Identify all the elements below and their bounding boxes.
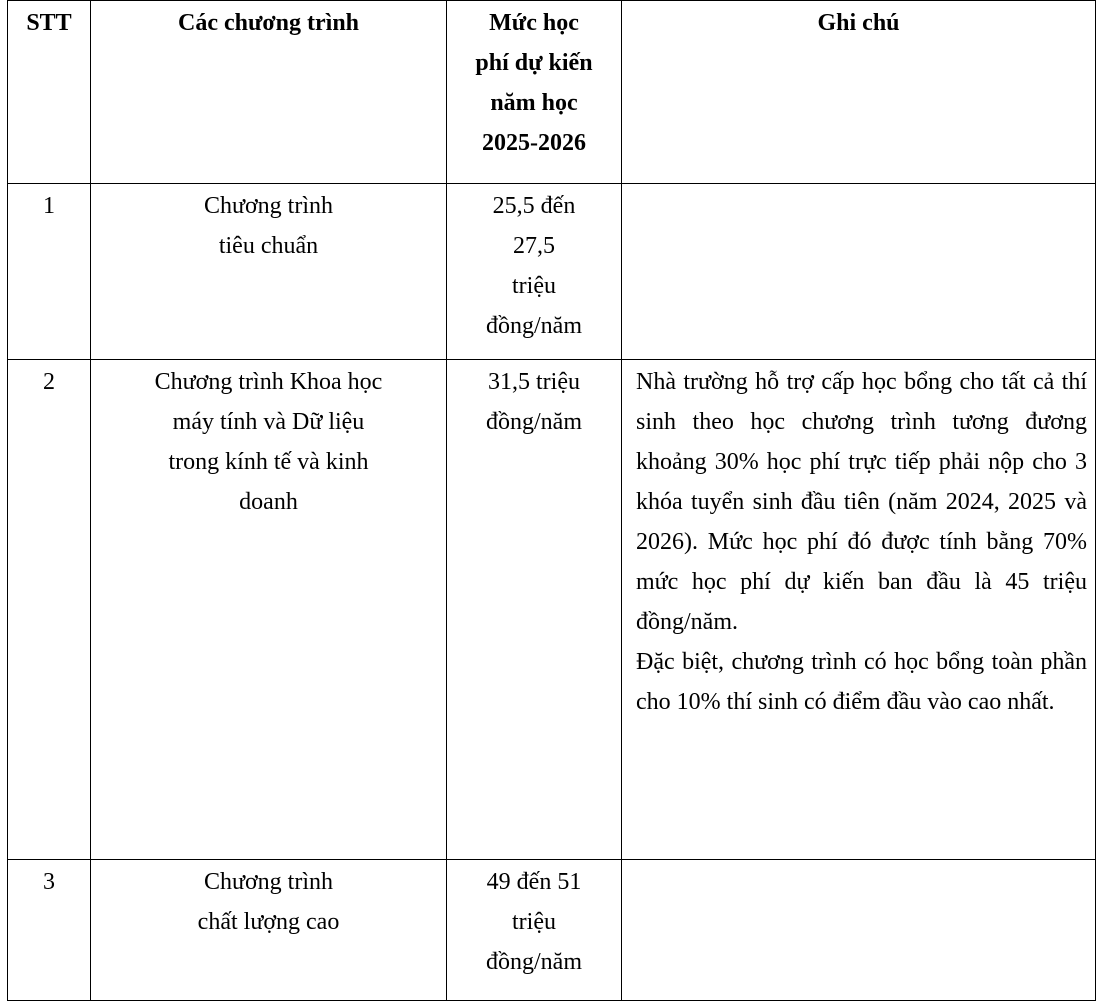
header-fee xyxy=(447,1,622,184)
header-note: Ghi chú xyxy=(622,1,1096,184)
program-line: chất lượng cao xyxy=(197,909,340,935)
row-note xyxy=(622,860,1096,1001)
program-line: Chương trình xyxy=(203,193,334,219)
row-fee xyxy=(447,360,622,860)
row-stt: 3 xyxy=(8,860,91,1001)
fee-line: 27,5 xyxy=(513,233,555,259)
fee-line: đồng/năm xyxy=(486,409,582,435)
fee-line: đồng/năm xyxy=(486,313,582,339)
row-note xyxy=(622,184,1096,360)
header-program: Các chương trình xyxy=(91,1,447,184)
program-line: Chương trình Khoa học xyxy=(154,369,383,395)
tuition-fee-table xyxy=(7,0,1096,1001)
row-stt: 2 xyxy=(8,360,91,860)
table-header-row xyxy=(8,1,1096,184)
table-row xyxy=(8,184,1096,360)
header-fee-line: phí dự kiến xyxy=(475,50,593,76)
header-fee-line: 2025-2026 xyxy=(482,130,586,156)
fee-line: triệu xyxy=(512,273,556,299)
note-paragraph: Nhà trường hỗ trợ cấp học bổng cho tất cả thí sinh theo học chương trình tương đương khoảng 30% học phí trực tiếp phải nộp cho 3 khóa tuyển sinh đầu tiên (năm 2024, 2025 và 2026). Mức học phí đó được tính bằng 70% mức học phí dự kiến ban đầu là 45 triệu đồng/năm. xyxy=(636,369,1087,635)
fee-line: triệu xyxy=(512,909,556,935)
row-program xyxy=(91,360,447,860)
program-line: Chương trình xyxy=(203,869,334,895)
header-fee-line: năm học xyxy=(490,90,578,116)
row-stt: 1 xyxy=(8,184,91,360)
program-line: doanh xyxy=(239,489,298,515)
row-program xyxy=(91,184,447,360)
fee-line: 31,5 triệu xyxy=(488,369,580,395)
fee-line: 49 đến 51 xyxy=(486,869,582,895)
header-stt: STT xyxy=(8,1,91,184)
header-fee-line: Mức học xyxy=(489,10,579,36)
fee-line: 25,5 đến xyxy=(492,193,576,219)
program-line: máy tính và Dữ liệu xyxy=(172,409,365,435)
program-line: tiêu chuẩn xyxy=(218,233,319,259)
fee-line: đồng/năm xyxy=(486,949,582,975)
note-paragraph: Đặc biệt, chương trình có học bổng toàn phần cho 10% thí sinh có điểm đầu vào cao nhất. xyxy=(636,649,1087,715)
row-note xyxy=(622,360,1096,860)
row-fee xyxy=(447,860,622,1001)
table-row xyxy=(8,860,1096,1001)
program-line: trong kính tế và kinh xyxy=(168,449,369,475)
row-fee xyxy=(447,184,622,360)
row-program xyxy=(91,860,447,1001)
table-row xyxy=(8,360,1096,860)
